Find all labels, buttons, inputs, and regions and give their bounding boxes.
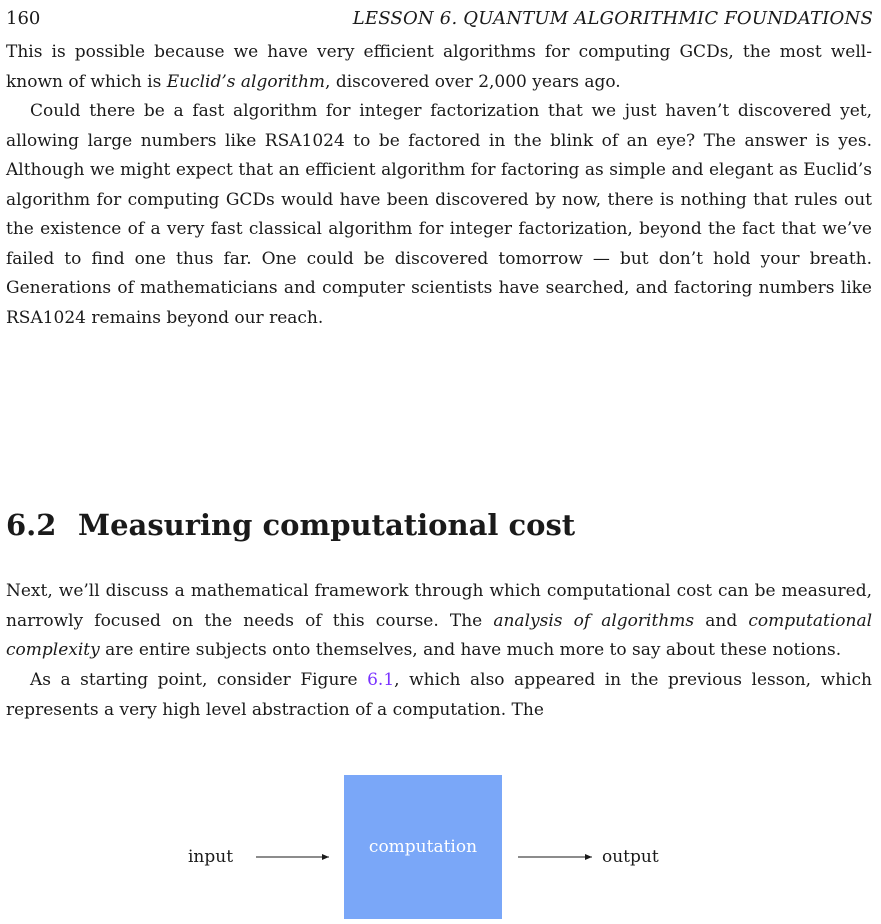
paragraph-text: , discovered over 2,000 years ago. [325, 71, 621, 92]
complexity-emphasis: computational complexity [6, 610, 873, 660]
output-label: output [602, 847, 659, 867]
input-label: input [188, 847, 234, 867]
euclid-emphasis: Euclid’s algorithm [166, 71, 326, 92]
paragraph-factorization [6, 97, 872, 333]
computation-box [344, 775, 502, 919]
running-header [6, 6, 873, 32]
section-number: 6.2 [6, 508, 57, 542]
paragraph-gcd [6, 38, 872, 97]
computation-figure [0, 775, 881, 920]
section-title: Measuring computational cost [78, 508, 576, 542]
figure-reference-link[interactable]: 6.1 [367, 670, 395, 690]
paragraph-text: are entire subjects onto themselves, and have much more to say about these notions. [99, 640, 842, 660]
paragraph-text: , which also appeared in the previous lesson, which represents a very high level abstraction of a computation. The [6, 670, 873, 720]
page-number: 160 [6, 8, 41, 29]
paragraph-text: and [694, 610, 749, 631]
section-heading [6, 505, 575, 545]
paragraph-text: This is possible because we have very efficient algorithms for computing GCDs, the most well-known of which is [6, 42, 872, 92]
paragraph-text: Could there be a fast algorithm for integer factorization that we just haven’t discovered yet, allowing large numbers like RSA1024 to be factored in the blink of an eye? The answer is yes. Although we might expect that an efficient algorithm for factoring as simple and elegant as Euclid’s algorithm for computing GCDs would have been discovered by now, there is nothing that rules out the existence of a very fast classical algorithm for integer factorization, beyond the fact that we’ve failed to find one thus far. One could be discovered tomorrow — but don’t hold your breath. Generations of mathematicians and computer scientists have searched, and factoring numbers like RSA1024 remains beyond our reach. [6, 101, 872, 328]
paragraph-text: Next, we’ll discuss a mathematical framework through which computational cost can be measured, narrowly focused on the needs of this course. The [6, 581, 872, 631]
paragraph-framework [6, 577, 872, 666]
computation-label: computation [368, 837, 478, 857]
paragraph-text: As a starting point, consider Figure [30, 670, 368, 690]
paragraph-figure-intro [6, 666, 872, 725]
analysis-emphasis: analysis of algorithms [493, 610, 695, 631]
running-title: LESSON 6. QUANTUM ALGORITHMIC FOUNDATIONS [352, 8, 873, 29]
